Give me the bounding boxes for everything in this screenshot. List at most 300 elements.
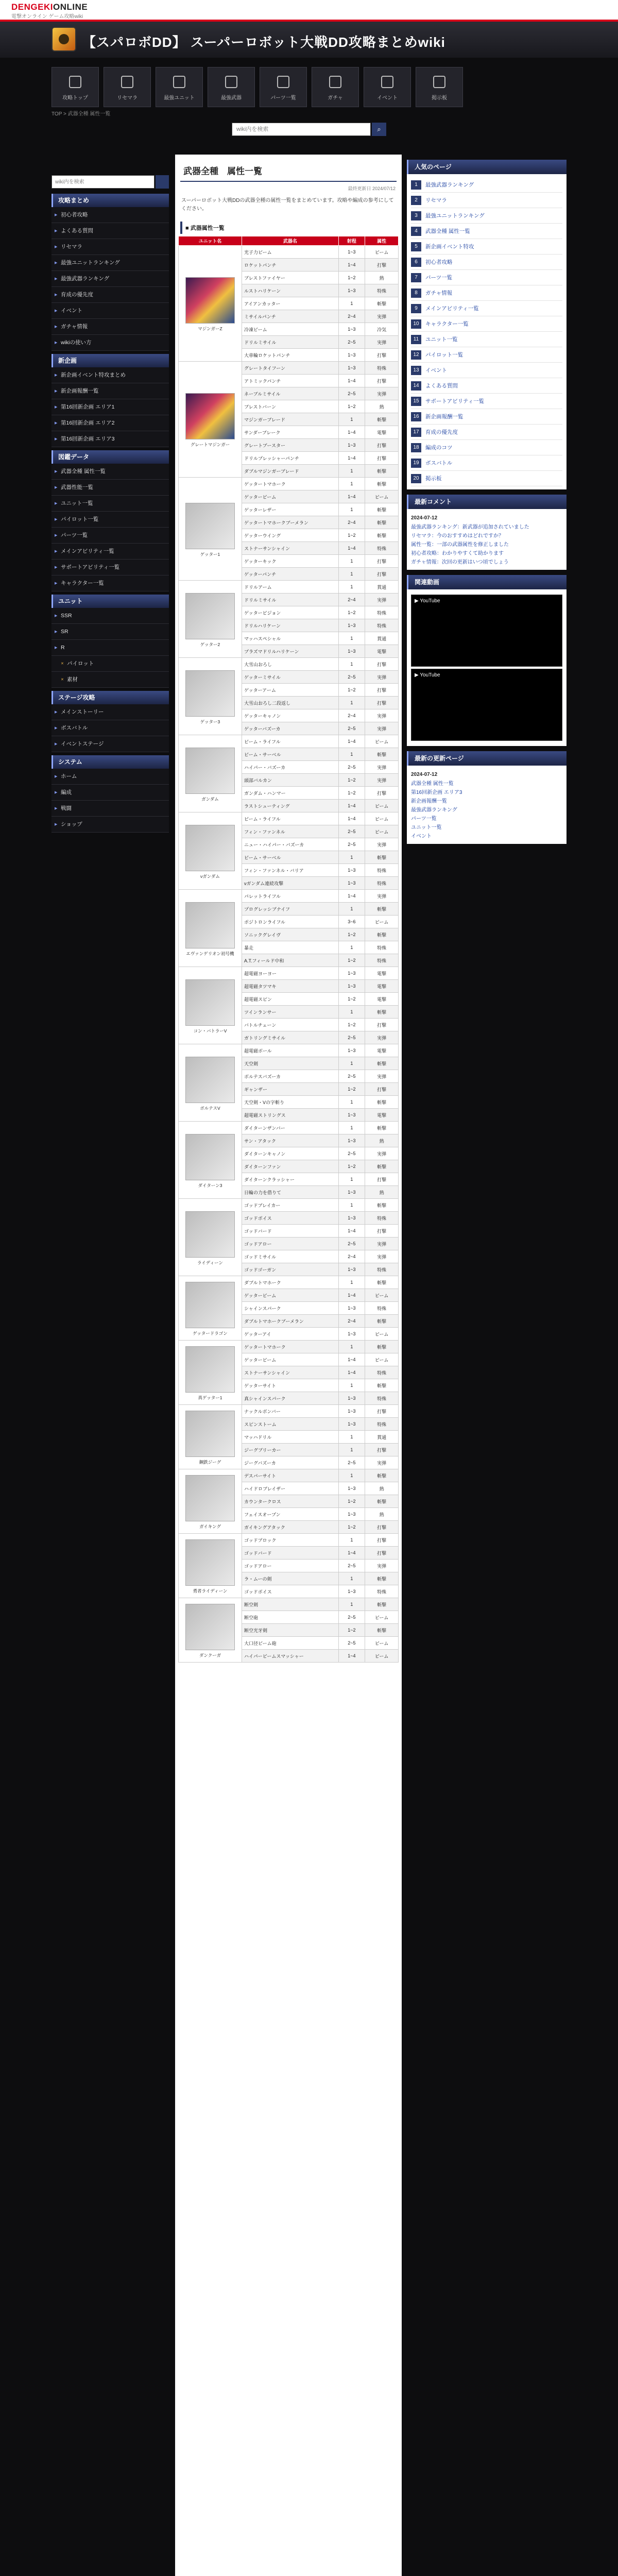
sidebar-item[interactable]: ▶ R — [52, 640, 169, 656]
weapon-attribute: ビーム — [365, 1353, 399, 1366]
weapon-name: 大口径ビーム砲 — [242, 1637, 338, 1650]
sidebar-item[interactable]: ▶ メインストーリー — [52, 704, 169, 720]
weapon-name: ゲッターサイト — [242, 1379, 338, 1392]
weapon-attribute: 実弾 — [365, 1238, 399, 1250]
page-description: スーパーロボット大戦DDの武器全種の属性一覧をまとめています。攻略や編成の参考にしてください。 — [181, 198, 394, 212]
sidebar-item[interactable]: ▶ 最強ユニットランキング — [52, 255, 169, 271]
ranking-item[interactable] — [411, 363, 562, 378]
unit-thumbnail[interactable] — [185, 1604, 235, 1650]
sidebar-item[interactable]: ▶ ボスバトル — [52, 720, 169, 736]
weapon-attribute: 打撃 — [365, 658, 399, 671]
unit-name[interactable]: コン・バトラーV — [193, 1028, 227, 1033]
search-button[interactable] — [372, 123, 386, 136]
unit-thumbnail[interactable] — [185, 593, 235, 639]
unit-thumbnail[interactable] — [185, 1134, 235, 1180]
weapon-attribute: 実弾 — [365, 1560, 399, 1572]
nav-label: 掲示板 — [432, 95, 447, 101]
unit-cell[interactable] — [179, 967, 242, 1044]
sidebar-item[interactable]: ▶ 第16回新企画 エリア3 — [52, 431, 169, 447]
weapon-attribute: 斬撃 — [365, 1057, 399, 1070]
ranking-item[interactable] — [411, 177, 562, 193]
sidebar-item[interactable]: ▶ 第16回新企画 エリア1 — [52, 399, 169, 415]
weapon-attribute: 実弾 — [365, 838, 399, 851]
weapon-attribute: 斬撃 — [365, 478, 399, 490]
video-box — [407, 589, 566, 746]
weapon-range: 1 — [338, 903, 365, 916]
weapon-name: フィン・ファンネル — [242, 825, 338, 838]
weapon-name: ゴッドブレイカー — [242, 1199, 338, 1212]
sidebar-item[interactable]: ▶ 新企画イベント特攻まとめ — [52, 367, 169, 383]
weapon-name: ブレストバーン — [242, 400, 338, 413]
weapon-attribute: 熱 — [365, 1134, 399, 1147]
comments-list — [411, 523, 562, 567]
weapon-name: 超電磁スピン — [242, 993, 338, 1006]
weapon-range: 2~4 — [338, 310, 365, 323]
weapon-range: 1~3 — [338, 1212, 365, 1225]
update-item[interactable]: 武器全種 属性一覧 — [411, 781, 454, 787]
unit-cell[interactable] — [179, 812, 242, 890]
weapon-name: A.T.フィールド中和 — [242, 954, 338, 967]
sidebar-item[interactable]: ▶ wikiの使い方 — [52, 335, 169, 351]
sidebar-item[interactable]: ▶ メインアビリティ一覧 — [52, 544, 169, 560]
ranking-link[interactable]: パイロット一覧 — [425, 352, 464, 358]
weapon-range: 1~3 — [338, 284, 365, 297]
weapon-attribute: 斬撃 — [365, 465, 399, 478]
weapon-name: ゲッタービジョン — [242, 606, 338, 619]
table-row — [179, 1341, 399, 1353]
weapon-range: 1 — [338, 1572, 365, 1585]
ranking-item[interactable] — [411, 455, 562, 471]
update-item[interactable]: イベント — [411, 834, 432, 839]
ranking-link[interactable]: リセマラ — [425, 197, 447, 204]
unit-name[interactable]: マジンガーZ — [198, 326, 222, 331]
weapon-name: ガンダム・ハンマー — [242, 787, 338, 800]
weapon-range: 1~3 — [338, 246, 365, 259]
weapon-attribute: 特殊 — [365, 284, 399, 297]
unit-cell[interactable] — [179, 1534, 242, 1598]
weapon-range: 1~3 — [338, 1405, 365, 1418]
sidebar-subitem[interactable]: ✕ 素材 — [52, 672, 169, 688]
breadcrumb[interactable]: TOP > 武器全種 属性一覧 — [52, 111, 111, 117]
weapon-name: ドリルアーム — [242, 581, 338, 594]
weapon-name: ボルテスバズーカ — [242, 1070, 338, 1083]
weapon-attribute: 打撃 — [365, 568, 399, 581]
ranking-number: 8 — [411, 289, 421, 298]
ranking-number: 6 — [411, 258, 421, 267]
ranking-item[interactable] — [411, 378, 562, 394]
ranking-item[interactable] — [411, 193, 562, 208]
nav-button[interactable] — [312, 67, 359, 107]
weapon-attribute: 熱 — [365, 1482, 399, 1495]
weapon-attribute-table — [178, 236, 399, 1663]
weapon-range: 1~4 — [338, 1547, 365, 1560]
unit-cell[interactable] — [179, 1122, 242, 1199]
weapon-attribute: 実弾 — [365, 1456, 399, 1469]
unit-cell[interactable] — [179, 1044, 242, 1122]
ranking-item[interactable] — [411, 394, 562, 409]
weapon-range: 1~2 — [338, 954, 365, 967]
sidebar-search — [52, 175, 169, 189]
ranking-item[interactable] — [411, 270, 562, 285]
unit-thumbnail[interactable] — [185, 1057, 235, 1103]
weapon-name: マッハドリル — [242, 1431, 338, 1444]
ranking-link[interactable]: 初心者攻略 — [425, 259, 453, 265]
weapon-attribute: 特殊 — [365, 1366, 399, 1379]
nav-button[interactable] — [260, 67, 307, 107]
weapon-attribute: ビーム — [365, 1289, 399, 1302]
weapon-name: ダイターンザンバー — [242, 1122, 338, 1134]
unit-cell[interactable] — [179, 581, 242, 658]
unit-thumbnail[interactable] — [185, 277, 235, 324]
unit-cell[interactable] — [179, 362, 242, 478]
update-item[interactable]: 最強武器ランキング — [411, 807, 457, 813]
ranking-item[interactable] — [411, 224, 562, 239]
ranking-item[interactable] — [411, 285, 562, 301]
weapon-name: ガイキングアタック — [242, 1521, 338, 1534]
nav-button[interactable] — [364, 67, 411, 107]
sidebar-item[interactable]: ▶ SSR — [52, 608, 169, 624]
weapon-name: ダブルマジンガーブレード — [242, 465, 338, 478]
weapon-range: 1 — [338, 1379, 365, 1392]
sidebar-item[interactable]: ▶ 戦闘 — [52, 801, 169, 817]
ranking-link[interactable]: 掲示板 — [425, 476, 442, 482]
weapon-attribute: 特殊 — [365, 606, 399, 619]
ranking-number: 14 — [411, 381, 421, 391]
weapon-attribute: 熱 — [365, 1186, 399, 1199]
sidebar-item[interactable]: ▶ 新企画報酬一覧 — [52, 383, 169, 399]
comment-item[interactable]: 属性一覧：一部の武器属性を修正しました — [411, 542, 509, 548]
ranking-item[interactable] — [411, 425, 562, 440]
weapon-attribute: 斬撃 — [365, 413, 399, 426]
unit-thumbnail[interactable] — [185, 1346, 235, 1393]
sidebar-item[interactable]: ▶ イベントステージ — [52, 736, 169, 752]
update-item[interactable]: パーツ一覧 — [411, 816, 437, 822]
weapon-name: フィン・ファンネル・バリア — [242, 864, 338, 877]
weapon-name: ラストシューティング — [242, 800, 338, 812]
weapon-range: 1~3 — [338, 1263, 365, 1276]
unit-name[interactable]: ゲッター1 — [200, 551, 220, 557]
sidebar-item[interactable]: ▶ ガチャ情報 — [52, 319, 169, 335]
update-item[interactable]: 第16回新企画 エリア3 — [411, 790, 462, 795]
unit-name[interactable]: ボルテスV — [200, 1105, 220, 1111]
unit-name[interactable]: ゲッター2 — [200, 641, 220, 647]
unit-cell[interactable] — [179, 735, 242, 812]
comment-item[interactable]: ガチャ情報：次回の更新はいつ頃でしょう — [411, 560, 509, 565]
unit-thumbnail[interactable] — [185, 748, 235, 794]
global-nav — [52, 67, 566, 107]
ranking-link[interactable]: 新企画報酬一覧 — [425, 414, 464, 420]
sidebar-item[interactable]: ▶ ユニット一覧 — [52, 496, 169, 512]
weapon-name: 断空剣 — [242, 1598, 338, 1611]
unit-name[interactable]: ダンクーガ — [199, 1653, 221, 1658]
weapon-name: サン・アタック — [242, 1134, 338, 1147]
table-row — [179, 1598, 399, 1611]
ranking-link[interactable]: 育成の優先度 — [425, 429, 458, 435]
unit-cell[interactable] — [179, 246, 242, 362]
weapon-range: 1~4 — [338, 259, 365, 272]
ranking-link[interactable]: サポートアビリティ一覧 — [425, 398, 485, 404]
weapon-range: 2~5 — [338, 1611, 365, 1624]
weapon-name: マジンガーブレード — [242, 413, 338, 426]
sidebar-search-button[interactable] — [156, 175, 169, 189]
sidebar-item[interactable]: ▶ 武器性能一覧 — [52, 480, 169, 496]
unit-name[interactable]: エヴァンゲリオン初号機 — [186, 951, 234, 956]
ranking-link[interactable]: 新企画イベント特攻 — [425, 244, 474, 250]
weapon-name: マッハスペシャル — [242, 632, 338, 645]
ranking-link[interactable]: メインアビリティ一覧 — [425, 306, 479, 312]
weapon-range: 1~4 — [338, 375, 365, 387]
sidebar-section-title: ユニット — [52, 595, 169, 608]
video-player[interactable] — [411, 669, 562, 741]
weapon-range: 1~3 — [338, 1186, 365, 1199]
weapon-range: 1 — [338, 1534, 365, 1547]
sidebar-item[interactable]: ▶ 武器全種 属性一覧 — [52, 464, 169, 480]
weapon-name: ゴッドミサイル — [242, 1250, 338, 1263]
wiki-emblem-icon[interactable] — [52, 27, 76, 52]
weapon-name: ガトリングミサイル — [242, 1031, 338, 1044]
ranking-item[interactable] — [411, 255, 562, 270]
weapon-name: ダイターンクラッシャー — [242, 1173, 338, 1186]
weapon-name: ゲッターキャノン — [242, 709, 338, 722]
unit-thumbnail[interactable] — [185, 1211, 235, 1258]
table-row — [179, 1199, 399, 1212]
unit-name[interactable]: ガイキング — [199, 1524, 221, 1529]
ranking-link[interactable]: ボスバトル — [425, 460, 453, 466]
unit-thumbnail[interactable] — [185, 825, 235, 871]
ranking-link[interactable]: ガチャ情報 — [425, 290, 453, 296]
ranking-number: 4 — [411, 227, 421, 236]
weapon-range: 2~5 — [338, 1070, 365, 1083]
weapon-range: 1~3 — [338, 1585, 365, 1598]
unit-cell[interactable] — [179, 1341, 242, 1405]
weapon-attribute: 打撃 — [365, 1521, 399, 1534]
sidebar-item[interactable]: ▶ 初心者攻略 — [52, 207, 169, 223]
weapon-range: 1~3 — [338, 1302, 365, 1315]
weapon-range: 1~3 — [338, 645, 365, 658]
sidebar-item[interactable]: ▶ イベント — [52, 303, 169, 319]
unit-cell[interactable] — [179, 658, 242, 735]
comment-item[interactable]: リセマラ：今のおすすめはどれですか？ — [411, 533, 504, 539]
unit-cell[interactable] — [179, 1405, 242, 1469]
ranking-link[interactable]: 最強武器ランキング — [425, 182, 474, 188]
ranking-link[interactable]: パーツ一覧 — [425, 275, 453, 281]
weapon-attribute: 斬撃 — [365, 928, 399, 941]
portal-logo[interactable] — [11, 2, 88, 12]
weapon-attribute: 斬撃 — [365, 297, 399, 310]
sidebar-item[interactable]: ▶ SR — [52, 624, 169, 640]
weapon-name: ゲッタートマホーク — [242, 478, 338, 490]
nav-button[interactable] — [416, 67, 463, 107]
comment-item[interactable]: 最強武器ランキング：新武器が追加されていました — [411, 524, 529, 530]
nav-button[interactable] — [156, 67, 203, 107]
weapon-attribute: 実弾 — [365, 1070, 399, 1083]
video-player[interactable] — [411, 595, 562, 667]
weapon-name: ドリルミサイル — [242, 336, 338, 349]
weapon-name: ダブルトマホークブーメラン — [242, 1315, 338, 1328]
unit-name[interactable]: 鋼鉄ジーグ — [199, 1460, 221, 1465]
video-heading: 関連動画 — [407, 575, 566, 589]
weapon-attribute: 電撃 — [365, 967, 399, 980]
weapon-attribute: 斬撃 — [365, 1315, 399, 1328]
sidebar-item[interactable]: ▶ よくある質問 — [52, 223, 169, 239]
sidebar-item[interactable]: ▶ サポートアビリティ一覧 — [52, 560, 169, 575]
sidebar-item[interactable]: ▶ リセマラ — [52, 239, 169, 255]
unit-thumbnail[interactable] — [185, 670, 235, 717]
update-item[interactable]: 新企画報酬一覧 — [411, 799, 447, 804]
weapon-name: ソニックグレイヴ — [242, 928, 338, 941]
ranking-item[interactable] — [411, 332, 562, 347]
table-row — [179, 1469, 399, 1482]
unit-cell[interactable] — [179, 1276, 242, 1341]
unit-thumbnail[interactable] — [185, 1282, 235, 1328]
weapon-range: 1~4 — [338, 1289, 365, 1302]
weapon-range: 1 — [338, 297, 365, 310]
weapon-name: νガンダム連続攻撃 — [242, 877, 338, 890]
sidebar-item[interactable]: ▶ 第16回新企画 エリア2 — [52, 415, 169, 431]
unit-name[interactable]: 真ゲッター1 — [198, 1395, 222, 1400]
sidebar-item[interactable]: ▶ パイロット一覧 — [52, 512, 169, 528]
unit-name[interactable]: ガンダム — [201, 796, 219, 802]
weapon-attribute: 特殊 — [365, 1302, 399, 1315]
unit-name[interactable]: 勇者ライディーン — [193, 1588, 228, 1594]
weapon-range: 1 — [338, 1173, 365, 1186]
ranking-link[interactable]: イベント — [425, 367, 447, 374]
column-header: 射程 — [338, 236, 365, 246]
weapon-range: 2~5 — [338, 1560, 365, 1572]
unit-name[interactable]: ゲッタードラゴン — [193, 1331, 228, 1336]
unit-cell[interactable] — [179, 1199, 242, 1276]
unit-name[interactable]: ゲッター3 — [200, 719, 220, 724]
weapon-range: 1~4 — [338, 800, 365, 812]
sidebar-item[interactable]: ▶ ショップ — [52, 817, 169, 833]
ranking-item[interactable] — [411, 440, 562, 455]
sidebar-subitem[interactable]: ✕ パイロット — [52, 656, 169, 672]
sidebar-item[interactable]: ▶ 育成の優先度 — [52, 287, 169, 303]
weapon-range: 1~4 — [338, 812, 365, 825]
sidebar-search-input[interactable] — [52, 175, 154, 189]
weapon-attribute: 電撃 — [365, 645, 399, 658]
weapon-attribute: 実弾 — [365, 1147, 399, 1160]
weapon-range: 1~3 — [338, 323, 365, 336]
ranking-link[interactable]: よくある質問 — [425, 383, 458, 389]
ranking-item[interactable] — [411, 471, 562, 486]
unit-thumbnail[interactable] — [185, 902, 235, 948]
comment-item[interactable]: 初心者攻略：わかりやすくて助かります — [411, 551, 504, 556]
weapon-attribute: 貫通 — [365, 632, 399, 645]
weapon-range: 1~3 — [338, 1328, 365, 1341]
ranking-item[interactable] — [411, 208, 562, 224]
ranking-item[interactable] — [411, 409, 562, 425]
unit-thumbnail[interactable] — [185, 979, 235, 1026]
nav-button[interactable] — [52, 67, 99, 107]
weapon-attribute: 貫通 — [365, 1431, 399, 1444]
weapon-attribute: 打撃 — [365, 787, 399, 800]
weapon-range: 1~3 — [338, 1508, 365, 1521]
weapon-name: シャインスパーク — [242, 1302, 338, 1315]
weapon-name: ゲッターパンチ — [242, 568, 338, 581]
ranking-item[interactable] — [411, 301, 562, 316]
ranking-link[interactable]: 編成のコツ — [425, 445, 453, 451]
ranking-link[interactable]: 武器全種 属性一覧 — [425, 228, 470, 234]
weapon-range: 1~4 — [338, 452, 365, 465]
weapon-attribute: 特殊 — [365, 542, 399, 555]
ranking-heading: 人気のページ — [407, 160, 566, 174]
weapon-range: 1~2 — [338, 774, 365, 787]
ranking-item[interactable] — [411, 239, 562, 255]
weapon-name: ニュー・ハイパー・バズーカ — [242, 838, 338, 851]
table-row — [179, 1122, 399, 1134]
weapon-attribute: ビーム — [365, 246, 399, 259]
unit-name[interactable]: νガンダム — [200, 873, 220, 879]
table-row — [179, 812, 399, 825]
wiki-title[interactable]: 【スパロボDD】 スーパーロボット大戦DD攻略まとめwiki — [82, 35, 445, 50]
weapon-name: ドリルプレッシャーパンチ — [242, 452, 338, 465]
ranking-link[interactable]: 最強ユニットランキング — [425, 213, 485, 219]
weapon-name: デスパーサイト — [242, 1469, 338, 1482]
ranking-item[interactable] — [411, 316, 562, 332]
sidebar-item[interactable]: ▶ キャラクター一覧 — [52, 575, 169, 591]
update-item[interactable]: ユニット一覧 — [411, 825, 442, 831]
nav-button[interactable] — [104, 67, 151, 107]
page-title: 武器全種 属性一覧 — [180, 161, 397, 182]
updates-list — [411, 779, 562, 841]
weapon-name: ジーグブリーカー — [242, 1444, 338, 1456]
ranking-link[interactable]: キャラクター一覧 — [425, 321, 469, 327]
search-input[interactable] — [232, 123, 371, 136]
unit-thumbnail[interactable] — [185, 393, 235, 439]
weapon-range: 1 — [338, 941, 365, 954]
weapon-range: 1 — [338, 632, 365, 645]
nav-label: 攻略トップ — [62, 95, 88, 101]
ranking-item[interactable] — [411, 347, 562, 363]
unit-thumbnail[interactable] — [185, 503, 235, 549]
weapon-attribute: ビーム — [365, 735, 399, 748]
unit-cell[interactable] — [179, 478, 242, 581]
weapon-range: 1 — [338, 478, 365, 490]
weapon-attribute: 貫通 — [365, 581, 399, 594]
weapon-range: 2~5 — [338, 1147, 365, 1160]
weapon-name: カウンタークロス — [242, 1495, 338, 1508]
weapon-name: ゴッドボイス — [242, 1585, 338, 1598]
weapon-name: ゲッターバズーカ — [242, 722, 338, 735]
ranking-number: 12 — [411, 350, 421, 360]
unit-name[interactable]: グレートマジンガー — [190, 442, 230, 447]
weapon-range: 1 — [338, 697, 365, 709]
weapon-name: ラ・ムーの剣 — [242, 1572, 338, 1585]
unit-cell[interactable] — [179, 890, 242, 967]
weapon-attribute: 斬撃 — [365, 1341, 399, 1353]
unit-thumbnail[interactable] — [185, 1539, 235, 1586]
sidebar-item[interactable]: ▶ パーツ一覧 — [52, 528, 169, 544]
sidebar-item[interactable]: ▶ 編成 — [52, 785, 169, 801]
weapon-range: 1~4 — [338, 542, 365, 555]
unit-name[interactable]: ダイターン3 — [198, 1182, 222, 1188]
ranking-link[interactable]: ユニット一覧 — [425, 336, 458, 343]
nav-button[interactable] — [208, 67, 255, 107]
weapon-name: ゲッターレザー — [242, 503, 338, 516]
unit-cell[interactable] — [179, 1598, 242, 1663]
unit-thumbnail[interactable] — [185, 1475, 235, 1521]
ranking-number: 13 — [411, 366, 421, 375]
unit-cell[interactable] — [179, 1469, 242, 1534]
sidebar-item[interactable]: ▶ ホーム — [52, 769, 169, 785]
unit-name[interactable]: ライディーン — [197, 1260, 223, 1265]
weapon-name: ドリルハリケーン — [242, 619, 338, 632]
sidebar-item[interactable]: ▶ 最強武器ランキング — [52, 271, 169, 287]
unit-thumbnail[interactable] — [185, 1411, 235, 1457]
weapon-name: プログレッシブナイフ — [242, 903, 338, 916]
weapon-range: 1~2 — [338, 787, 365, 800]
